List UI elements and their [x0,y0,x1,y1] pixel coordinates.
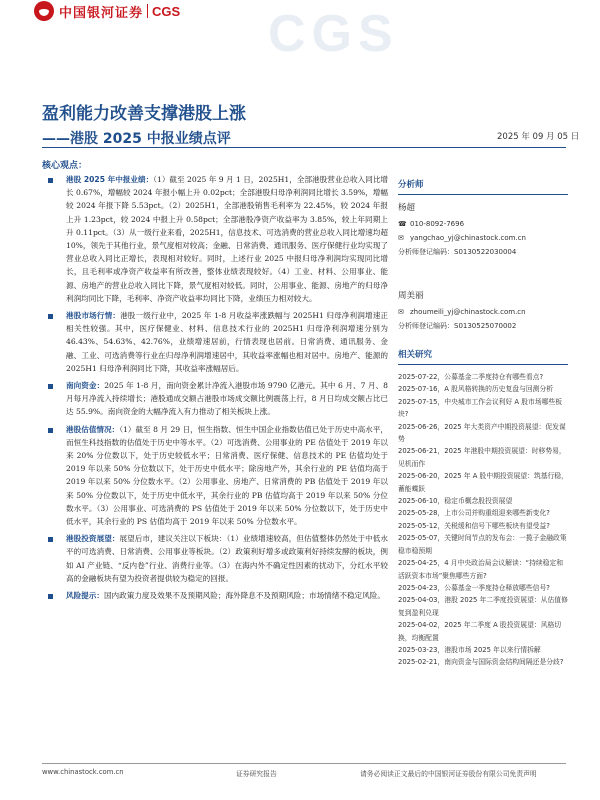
analyst-cert-number: 分析师登记编码：S0130525070002 [398,322,517,330]
report-title: 盈利能力改善支撑港股上涨 [42,104,246,124]
bullet-text: 展望后市，建议关注以下板块：（1）业绩增速较高，但估值整体仍然处于中低水平的可选消费、日常消费、公用事业等板块。（2）政策利好增多或政策利好持续发酵的板块，例如 AI 产业链、“反内卷”行业、消费行业等。（3）在海内外不确定性因素的扰动下，分红水平较高的金融板块有望为投资者提供较为稳定的回报。 [66,534,389,583]
core-views-list [42,173,388,606]
related-research-link[interactable]: 2025-04-23，公募基金一季度持仓释放哪些信号? [398,583,550,592]
related-research-heading: 相关研究 [398,348,568,365]
page-header [0,0,600,95]
bullet-text: 国内政策力度及效果不及预期风险；海外降息不及预期风险；市场情绪不稳定风险。 [103,591,385,601]
bullet-heading: 港股 2025 年中报业绩： [66,175,154,184]
bullet-mid-year-results [42,173,388,305]
brand-name-cn: 中国银河证券 [59,5,144,21]
related-research-link[interactable]: 2025-04-02，2025 年二季度 A 股投资展望：风格切换，均衡配置 [398,621,562,642]
analyst-email[interactable]: ✉ zhoumeili_yj@chinastock.com.cn [398,305,568,319]
bullet-square-icon [48,594,53,599]
related-research-link[interactable]: 2025-03-23，港股市场 2025 年以来行情拆解 [398,645,541,654]
related-research-link[interactable]: 2025-06-10，稳定币概念股投资展望 [398,497,513,506]
bullet-market-performance [42,309,388,375]
report-subtitle: ——港股 2025 中报业绩点评 [42,131,231,147]
header-watermark: CGS [268,5,399,63]
analyst-phone: ☎ 010-8092-7696 [398,217,568,231]
related-research-panel [398,348,568,669]
bullet-valuation [42,423,388,529]
bullet-text: 2025 年 1-8 月，南向资金累计净流入港股市场 9790 亿港元。其中 6 月、7 月、8 月每月净流入持续增长；港股通成交额占港股市场成交额比例震荡上行，8 月日均成交额占比已达 55.9%。南向资金的大幅净流入有力推动了相关板块上涨。 [66,381,388,417]
bullet-risk-warning [42,589,388,602]
bullet-heading: 港股估值情况： [66,424,120,434]
logo-divider [147,4,148,18]
bullet-text: 港股一级行业中，2025 年 1-8 月收益率涨跌幅与 2025H1 归母净利润增速正相关性较强。其中，医疗保健业、材料、信息技术行业的 2025H1 归母净利润增速分别为 46.43%、54.63%、42.76%，业绩增速居前，行情表现也居前。日常消费、通讯服务、金融、工业、可选消费等行业在归母净利润增速居中，其收益率涨幅也相对居中。房地产、能源的 2025H1 归母净利润同比下降，其收益率涨幅居后。 [66,311,389,373]
core-views-heading: 核心观点： [42,161,88,171]
footer-disclaimer: 请务必阅读正文最后的中国银河证券股份有限公司免责声明 [360,770,537,778]
bullet-heading: 风险提示： [66,591,104,601]
related-research-list [398,371,568,669]
title-divider [42,147,566,148]
bullet-heading: 港股市场行情： [66,311,121,321]
related-research-link[interactable]: 2025-07-16，A 股风格转换的历史复盘与回测分析 [398,385,554,394]
report-date: 2025 年 09 月 05 日 [497,132,580,142]
analyst-panel [398,178,568,333]
related-research-link[interactable]: 2025-06-20，2025 年 A 股中期投资展望：筑基行稳，蓄能蝶跃 [398,472,568,493]
bullet-heading: 南向资金： [66,381,105,391]
related-research-link[interactable]: 2025-05-12，关税缓和信号下哪些板块有望受益? [398,521,550,530]
logo-mark-icon [34,1,54,21]
bullet-heading: 港股投资展望： [66,534,120,544]
analyst-card [398,201,568,259]
footer-divider [42,763,566,764]
related-research-link[interactable]: 2025-04-25，4 月中央政治局会议解读：“持续稳定和活跃资本市场”聚焦哪些方面? [398,559,564,580]
related-research-link[interactable]: 2025-06-21，2025 年港股中期投资展望：时移势易，见机而作 [398,447,566,468]
bullet-square-icon [48,178,53,183]
analyst-name: 周美丽 [398,291,424,301]
footer-website[interactable]: www.chinastock.com.cn [42,768,124,776]
related-research-link[interactable]: 2025-07-22，公募基金二季度持仓有哪些看点? [398,373,544,381]
brand-name-en: CGS [152,3,181,19]
related-research-link[interactable]: 2025-05-28，上市公司并购重组迎来哪些新变化? [398,509,550,518]
bullet-square-icon [48,428,53,433]
related-research-link[interactable]: 2025-05-07，关键时间节点的发布会：一揽子金融政策稳市稳预期 [398,534,567,555]
analyst-email[interactable]: ✉ yangchao_yj@chinastock.com.cn [398,231,568,245]
email-icon: ✉ [398,234,404,242]
bullet-text: （1）截至 8 月 29 日，恒生指数、恒生中国企业指数估值已处于历史中高水平，而恒生科技指数的估值处于历史中等水平。（2）可选消费、公用事业的 PE 估值处于 2019 年以来 20% 分位数以下，处于历史较低水平；日常消费、医疗保健、信息技术的 PE 估值均处于 2019 年以来 50% 分位数以下，处于历史中低水平；除房地产外，其余行业的 PE 估值均高于 2019 年以来 50% 分位数水平。（2）公用事业、房地产、日常消费的 PB 估值处于 2019 年以来 50% 分位数以下，处于历史中低水平，其余行业的 PB 估值均高于 2019 年以来 50% 分位数水平。（3）公用事业、可选消费的 PS 估值处于 2019 年以来 50% 分位数以下，处于历史中低水平，其余行业的 PS 估值均高于 2019 年以来 50% 分位数水平。 [66,424,388,527]
analyst-cert-number: 分析师登记编码：S0130522030004 [398,248,517,256]
related-research-link[interactable]: 2025-06-26，2025 年大类资产中期投资展望：促发谋势 [398,422,566,444]
bullet-square-icon [48,537,53,542]
related-research-link[interactable]: 2025-07-15，中央城市工作会议利好 A 股市场哪些板块? [398,397,563,419]
bullet-southbound-funds [42,379,388,419]
analyst-heading: 分析师 [398,178,568,195]
bullet-investment-outlook [42,532,388,585]
footer-doc-type: 证券研究报告 [236,770,277,778]
bullet-text: （1）截至 2025 年 9 月 1 日，2025H1，全部港股营业总收入同比增长 0.67%，增幅较 2024 年报小幅上升 0.02pct；全部港股归母净利润同比增长 3.59%，增幅较 2024 年报下降 5.53pct。（2）2025H1，全部港股销售毛利率为 22.45%，较 2024 年报上升 1.23pct，较 2024 中报上升 0.58pct；全部港股净资产收益率为 3.85%，较上年同期上升 0.11pct。（3）从一级行业来看，2025H1，信息技术、可选消费的营业总收入同比增速均超 10%，领先于其他行业，景气度相对较高；金融、日常消费、通讯服务、医疗保健行业均实现了营业总收入同比正增长，表现相对较好。同时，上述行业 2025 中报归母净利润均实现同比增长，且毛利率或净资产收益率有所改善，整体业绩表现较好。（4）工业、材料、公用事业、能源、房地产的营业总收入同比下降，景气度相对较低。同时，公用事业、能源、房地产的归母净利润均同比下降，毛利率、净资产收益率均同比下降，业绩压力相对较大。 [66,175,389,303]
bullet-square-icon [48,314,53,319]
company-logo [34,1,180,21]
email-icon: ✉ [398,308,404,316]
analyst-name: 杨超 [398,203,416,213]
phone-icon: ☎ [398,220,407,228]
related-research-link[interactable]: 2025-04-03，港股 2025 年二季度投资展望：从估值修复到盈利兑现 [398,596,568,617]
related-research-link[interactable]: 2025-02-21，南向资金与国际资金结构间隔还是分歧? [398,658,564,667]
bullet-square-icon [48,384,53,389]
analyst-card [398,289,568,333]
